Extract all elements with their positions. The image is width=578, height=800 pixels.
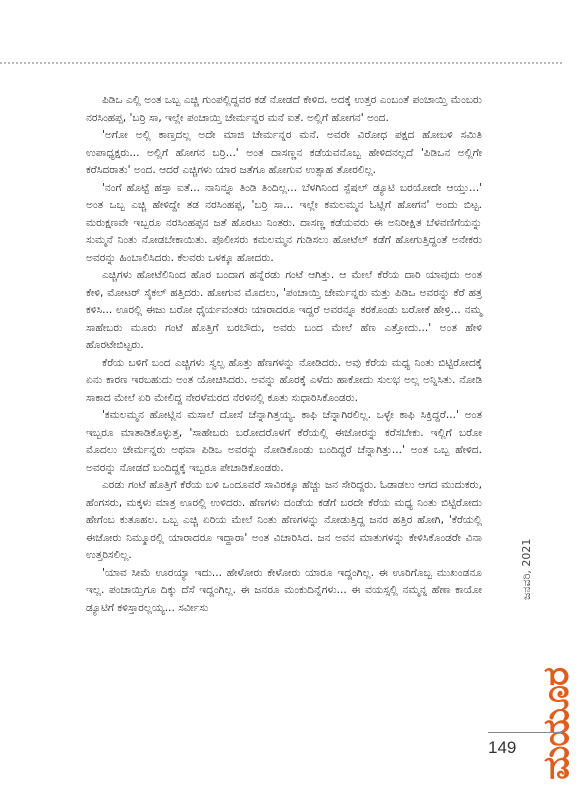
paragraph-8: 'ಯಾವ ಸೀಮೆ ಊರಯ್ಯಾ ಇದು... ಹೇಳೋರು ಕೇಳೋರು ಯಾರೂ ಇದ್ದಂಗಿಲ್ಲ. ಈ ಊರಿಗೊಬ್ಬ ಮುಖಂಡನೂ ಇಲ್ಲ. ಪಂಚಾಯ್ತಿಗೂ ದಿಕ್ಕು ದೆಸೆ ಇದ್ದಂಗಿಲ್ಲ. ಈ ಜನರೂ ಮಂಕುದಿನ್ನೆಗಳು... ಈ ವಯಸ್ಸಲ್ಲಿ ನಮ್ಮನ್ನ ಹೆಣಾ ಕಾಯೋ ಡ್ಯೂಟಿಗೆ ಕಳಿಸ್ತಾರಲ್ಲಯ್ಯ... ಸರ್ವೀಸು (86, 566, 482, 614)
page-number-rule (488, 732, 562, 733)
page-number: 149 (488, 738, 517, 757)
issue-date: ಜನವರಿ, 2021 (520, 538, 533, 600)
paragraph-7: ಎರಡು ಗಂಟೆ ಹೊತ್ತಿಗೆ ಕೆರೆಯ ಬಳಿ ಒಂದೂವರೆ ಸಾವಿರಕ್ಕೂ ಹೆಚ್ಚು ಜನ ಸೇರಿದ್ದರು. ಓಡಾಡಲು ಆಗದ ಮುದುಕರು, ಹೆಂಗಸರು, ಮಕ್ಕಳು ಮಾತ್ರ ಊರಲ್ಲಿ ಉಳಿದರು. ಹೆಣಗಳು ದಂಡೆಯ ಕಡೆಗೆ ಬರದೇ ಕೆರೆಯ ಮಧ್ಯ ನಿಂತು ಬಿಟ್ಟಿರೋದು ಹೇಗೆಂಬ ಕುತೂಹಲ. ಒಬ್ಬ ಎಚ್ಚಿ ಏರಿಯ ಮೇಲೆ ನಿಂತು ಹೆಣಗಳನ್ನು ನೋಡುತ್ತಿದ್ದ ಜನರ ಹತ್ತಿರ ಹೋಗಿ, 'ಕೆರೆಯಲ್ಲಿ ಈಜೋರು ನಿಮ್ಮೂರಲ್ಲಿ ಯಾರಾದರೂ ಇದ್ದಾರಾ' ಅಂತ ವಿಚಾರಿಸಿದ. ಜನ ಅವನ ಮಾತುಗಳನ್ನು ಕೇಳಿಸಿಕೊಂಡರೇ ವಿನಾ ಉತ್ತರಿಸಲಿಲ್ಲ. (86, 479, 482, 561)
magazine-logo: ಮಯೂರ (536, 668, 577, 780)
paragraph-2: 'ಅಗೋ ಅಲ್ಲಿ ಕಾಣ್ತದಲ್ಲ ಅದೇ ಮಾಜಿ ಚೇರ್ಮನ್ನರ ಮನೆ. ಅವರೇ ವಿರೋಧ ಪಕ್ಷದ ಹೋಬಳಿ ಸಮಿತಿ ಉಪಾಧ್ಯಕ್ಷರು... ಅಲ್ಲಿಗೆ ಹೋಗನ ಬರ್ರಿ...' ಅಂತ ದಾಸಣ್ಣನ ಕಡೆಯವನೊಬ್ಬ ಹೇಳಿದನಲ್ಲದೆ 'ಪಿಡಿಒನ ಅಲ್ಲಿಗೇ ಕರೆಸಿದರಾತು' ಅಂದ. ಆದರೆ ಎಚ್ಚಿಗಳು ಯಾರ ಜತೆಗೂ ಹೋಗುವ ಉತ್ಸಾಹ ತೋರಲಿಲ್ಲ. (86, 129, 482, 176)
paragraph-4: ಎಚ್ಚಿಗಳು ಹೋಟೆಲಿನಿಂದ ಹೊರ ಬಂದಾಗ ಹನ್ನೆರಡು ಗಂಟೆ ಆಗಿತ್ತು. ಆ ಮೇಲೆ ಕೆರೆಯ ದಾರಿ ಯಾವುದು ಅಂತ ಕೇಳಿ, ಮೋಟರ್ ಸೈಕಲ್ ಹತ್ತಿದರು. ಹೋಗುವ ಮೊದಲು, 'ಪಂಚಾಯ್ತಿ ಚೇರ್ಮನ್ನರು ಮತ್ತು ಪಿಡಿಒ ಅವರನ್ನು ಕೆರೆ ಹತ್ರ ಕಳಿಸಿ... ಊರಲ್ಲಿ ಈಜು ಬರೋ ಧೈರ್ಯವಂತರು ಯಾರಾದರೂ ಇದ್ದರೆ ಅವರನ್ನೂ ಕರಕೊಂಡು ಬರೋಕೆ ಹೇಳ್ರಿ... ನಮ್ಮ ಸಾಹೇಬರು ಮೂರು ಗಂಟೆ ಹೊತ್ತಿಗೆ ಬರಬೌದು, ಅವರು ಬಂದ ಮೇಲೆ ಹೆಣ ಎತ್ತೋದು...' ಅಂತ ಹೇಳಿ ಹೊರಟೇಬಿಟ್ಟರು. (86, 269, 482, 351)
article-body (86, 92, 482, 617)
paragraph-5: ಕೆರೆಯ ಬಳಿಗೆ ಬಂದ ಎಚ್ಚಿಗಳು ಸ್ವಲ್ಪ ಹೊತ್ತು ಹೆಣಗಳನ್ನು ನೋಡಿದರು. ಅವು ಕೆರೆಯ ಮಧ್ಯ ನಿಂತು ಬಿಟ್ಟಿರೋದಕ್ಕೆ ಏನು ಕಾರಣ ಇರಬಹುದು ಅಂತ ಯೋಚಿಸಿದರು. ಅವನ್ನು ಹೊರಕ್ಕೆ ಎಳೆದು ಹಾಕೋದು ಸುಲಭ ಅಲ್ಲ ಅನ್ನಿಸಿತು. ನೋಡಿ ಸಾಕಾದ ಮೇಲೆ ಏರಿ ಮೇಲಿದ್ದ ನೇರಳೆಮರದ ನೆರಳಿನಲ್ಲಿ ಕೂತು ಸುಧಾರಿಸಿಕೊಂಡರು. (86, 356, 482, 404)
paragraph-6: 'ಕಮಲಮ್ಮನ ಹೋಟ್ಲಿನ ಮಸಾಲೆ ದೋಸೆ ಚೆನ್ನಾಗಿತ್ತಯ್ಯ. ಕಾಫಿ ಚೆನ್ನಾಗಿರಲಿಲ್ಲ. ಒಳ್ಳೇ ಕಾಫಿ ಸಿಕ್ತಿದ್ದರೆ...' ಅಂತ ಇಬ್ಬರೂ ಮಾತಾಡಿಕೊಳ್ಳುತ್ತ, 'ಸಾಹೇಬರು ಬರೋದರೊಳಗೆ ಕೆರೆಯಲ್ಲಿ ಈಜೋರನ್ನು ಕರೆಸಬೇಕು. ಇಲ್ಲಿಗೆ ಬರೋ ಮೊದಲು ಚೇರ್ಮನ್ನರು ಅಥವಾ ಪಿಡಿಒ ಅವರನ್ನು ನೋಡಿಕೊಂಡು ಬಂದಿದ್ದರೆ ಚೆನ್ನಾಗಿತ್ತು...' ಅಂತ ಒಬ್ಬ ಹೇಳಿದ. ಅವರನ್ನು ನೋಡದೆ ಬಂದಿದ್ದಕ್ಕೆ ಇಬ್ಬರೂ ಪೇಚಾಡಿಕೊಂಡರು. (86, 409, 482, 474)
header-dotted-rule (0, 62, 562, 64)
paragraph-1: ಪಿಡಿಒ ಎಲ್ಲಿ ಅಂತ ಒಬ್ಬ ಎಚ್ಚಿ ಗುಂಪಲ್ಲಿದ್ದವರ ಕಡೆ ನೋಡದೆ ಕೇಳಿದ. ಅದಕ್ಕೆ ಉತ್ತರ ಎಂಬಂತೆ ಪಂಚಾಯ್ತಿ ಮೆಂಬರು ನರಸಿಂಹಪ್ಪ, 'ಬರ್ರಿ ಸಾ, ಇಲ್ಲೇ ಪಂಚಾಯ್ತಿ ಚೇರ್ಮನ್ನರ ಮನೆ ಐತೆ. ಅಲ್ಲಿಗೆ ಹೋಗನ' ಅಂದ. (86, 94, 482, 124)
paragraph-3: 'ನಂಗೆ ಹೊಟ್ಟೆ ಹಸ್ತಾ ಐತೆ... ನಾನಿನ್ನೂ ತಿಂಡಿ ತಿಂದಿಲ್ಲ... ಬೆಳಗಿನಿಂದ ಸ್ಪೆಷಲ್ ಡ್ಯೂಟಿ ಬರಯೋದೇ ಆಯ್ತು...' ಅಂತ ಒಬ್ಬ ಎಚ್ಚಿ ಹೇಳಿದ್ದೇ ತಡ ನರಸಿಂಹಪ್ಪ, 'ಬರ್ರಿ ಸಾ... ಇಲ್ಲೇ ಕಮಲಮ್ಮನ ಓಟ್ಲಿಗೆ ಹೋಗನ' ಅಂದು ಬಿಟ್ಟ. ಮರುಕ್ಷಣವೇ ಇಬ್ಬರೂ ನರಸಿಂಹಪ್ಪನ ಜತೆ ಹೊರಟು ನಿಂತರು. ದಾಸಣ್ಣ ಕಡೆಯವರು ಈ ಅನಿರೀಕ್ಷಿತ ಬೆಳವಣಿಗೆಯನ್ನು ಸುಮ್ಮನೆ ನಿಂತು ನೋಡಬೇಕಾಯಿತು. ಪೊಲೀಸರು ಕಮಲಮ್ಮನ ಗುಡಿಸಲು ಹೋಟೆಲ್ ಕಡೆಗೆ ಹೋಗುತ್ತಿದ್ದಂತೆ ಅನೇಕರು ಅವರನ್ನು ಹಿಂಬಾಲಿಸಿದರು. ಕೆಲವರು ಒಳಕ್ಕೂ ಹೋದರು. (86, 181, 482, 264)
